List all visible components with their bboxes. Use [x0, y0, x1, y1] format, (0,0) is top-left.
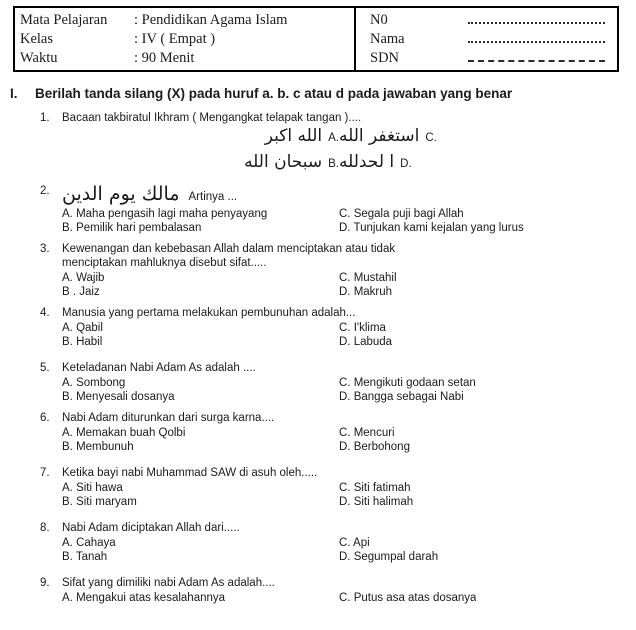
option-label: D.	[400, 158, 412, 170]
answer-option[interactable]	[62, 126, 339, 151]
option-label: A.	[62, 377, 73, 389]
answer-option[interactable]	[62, 321, 339, 335]
option-row	[62, 591, 626, 605]
question-number: 6.	[40, 412, 50, 424]
question-number: 8.	[40, 522, 50, 534]
option-label: B.	[62, 496, 73, 508]
answer-option[interactable]	[62, 591, 339, 605]
option-text: Mengikuti godaan setan	[350, 377, 476, 389]
option-row	[62, 321, 626, 335]
option-label: C.	[339, 322, 351, 334]
question-stem	[62, 520, 626, 535]
answer-option[interactable]	[339, 481, 411, 495]
answer-option[interactable]	[62, 285, 339, 299]
header-row-duration	[20, 49, 354, 68]
question-spacer	[40, 454, 626, 465]
option-group	[62, 376, 626, 404]
option-label: D.	[339, 551, 351, 563]
question-stem	[62, 305, 626, 320]
answer-option[interactable]	[339, 376, 476, 390]
option-group	[62, 426, 626, 454]
answer-option[interactable]	[339, 126, 437, 151]
option-text: Siti fatimah	[350, 482, 411, 494]
option-text-arabic: ا لحدلله	[339, 152, 395, 172]
question-number: 9.	[40, 577, 50, 589]
question-stem-text: Ketika bayi nabi Muhammad SAW di asuh oleh.....	[62, 467, 318, 479]
option-text: I'klima	[350, 322, 386, 334]
header-value-duration: : 90 Menit	[134, 50, 195, 66]
option-text: Cahaya	[72, 537, 116, 549]
option-label: C.	[425, 132, 437, 144]
answer-option[interactable]	[339, 440, 410, 454]
option-row	[62, 285, 626, 299]
option-text: Api	[350, 537, 370, 549]
question-item	[40, 410, 626, 454]
option-text: Membunuh	[72, 441, 134, 453]
option-row	[62, 440, 626, 454]
answer-option[interactable]	[62, 376, 339, 390]
option-label: A.	[62, 592, 73, 604]
question-stem	[62, 241, 626, 270]
question-number: 5.	[40, 362, 50, 374]
answer-option[interactable]	[62, 495, 339, 509]
answer-option[interactable]	[339, 536, 370, 550]
option-text: Menyesali dosanya	[72, 391, 175, 403]
option-text: Putus asa atas dosanya	[350, 592, 477, 604]
option-group	[62, 126, 626, 177]
question-stem-text: Bacaan takbiratul Ikhram ( Mengangkat telapak tangan )....	[62, 112, 362, 124]
option-group	[62, 321, 626, 349]
option-row	[62, 207, 626, 221]
answer-option[interactable]	[62, 426, 339, 440]
option-label: B.	[62, 441, 73, 453]
question-spacer	[40, 349, 626, 360]
option-text-arabic: سبحان الله	[244, 152, 323, 172]
question-item	[40, 305, 626, 349]
header-row-number	[370, 11, 617, 30]
answer-option[interactable]	[62, 536, 339, 550]
question-number: 3.	[40, 243, 50, 255]
option-row	[62, 126, 626, 151]
answer-option[interactable]	[339, 550, 438, 564]
option-text: Segala puji bagi Allah	[350, 208, 464, 220]
question-stem-arabic: مالك يوم الدين	[62, 183, 180, 205]
option-row	[62, 495, 626, 509]
option-text-arabic: الله اكبر	[264, 126, 323, 146]
option-text: Mencuri	[350, 427, 395, 439]
option-label: A.	[328, 132, 339, 144]
option-text: Jaiz	[76, 286, 100, 298]
option-text: Maha pengasih lagi maha penyayang	[72, 208, 268, 220]
answer-option[interactable]	[62, 221, 339, 235]
question-stem	[62, 360, 626, 375]
option-row	[62, 152, 626, 177]
header-fill-line-number[interactable]	[468, 22, 605, 24]
option-row	[62, 271, 626, 285]
option-text: Pemilik hari pembalasan	[72, 222, 202, 234]
option-label: C.	[339, 537, 351, 549]
answer-option[interactable]	[62, 390, 339, 404]
question-body	[62, 241, 626, 299]
header-subject-block	[15, 8, 356, 70]
header-fill-line-name[interactable]	[468, 41, 605, 43]
option-group	[62, 591, 626, 605]
question-stem-text: Manusia yang pertama melakukan pembunuhan adalah...	[62, 307, 356, 319]
question-stem-text: Kewenangan dan kebebasan Allah dalam menciptakan atau tidak	[62, 243, 396, 255]
question-stem-text: Nabi Adam diturunkan dari surga karna....	[62, 412, 275, 424]
header-label-number: N0	[370, 12, 388, 28]
option-label: A.	[62, 427, 73, 439]
question-body	[62, 575, 626, 605]
question-spacer	[40, 509, 626, 520]
question-stem-text: Nabi Adam diciptakan Allah dari.....	[62, 522, 240, 534]
question-list	[40, 110, 626, 605]
question-body	[62, 110, 626, 177]
option-text: Tunjukan kami kejalan yang lurus	[350, 222, 524, 234]
option-text: Memakan buah Qolbi	[72, 427, 186, 439]
option-label: B .	[62, 286, 77, 298]
question-item	[40, 241, 626, 299]
option-text: Sombong	[72, 377, 126, 389]
header-label-name: Nama	[370, 31, 405, 47]
option-text: Bangga sebagai Nabi	[350, 391, 464, 403]
option-text: Mengakui atas kesalahannya	[72, 592, 226, 604]
question-item	[40, 575, 626, 605]
header-value-class: : IV ( Empat )	[134, 31, 216, 47]
option-label: A.	[62, 537, 73, 549]
answer-option[interactable]	[339, 390, 464, 404]
answer-option[interactable]	[62, 440, 339, 454]
question-stem	[62, 110, 626, 125]
question-item	[40, 110, 626, 177]
answer-option[interactable]	[339, 221, 524, 235]
option-label: D.	[339, 441, 351, 453]
header-row-class	[20, 30, 354, 49]
question-stem	[62, 183, 626, 206]
option-text: Tanah	[72, 551, 108, 563]
answer-option[interactable]	[339, 207, 464, 221]
answer-option[interactable]	[62, 335, 339, 349]
question-stem-text: Artinya ...	[188, 191, 238, 203]
option-label: A.	[62, 208, 73, 220]
option-text: Mustahil	[350, 272, 397, 284]
option-label: B.	[62, 222, 73, 234]
section-instruction	[10, 85, 626, 102]
question-stem-text: Keteladanan Nabi Adam As adalah ....	[62, 362, 256, 374]
question-item	[40, 465, 626, 509]
question-body	[62, 520, 626, 564]
question-body	[62, 360, 626, 404]
option-text: Qabil	[72, 322, 103, 334]
option-row	[62, 550, 626, 564]
answer-option[interactable]	[339, 285, 392, 299]
header-label-class: Kelas	[20, 31, 54, 47]
option-label: A.	[62, 272, 73, 284]
question-stem	[62, 410, 626, 425]
question-item	[40, 183, 626, 235]
section-numeral: I.	[10, 86, 18, 101]
question-body	[62, 465, 626, 509]
option-label: B.	[328, 158, 339, 170]
option-row	[62, 536, 626, 550]
option-label: D.	[339, 222, 351, 234]
question-body	[62, 183, 626, 235]
option-row	[62, 481, 626, 495]
answer-option[interactable]	[339, 321, 386, 335]
option-label: C.	[339, 377, 351, 389]
option-label: C.	[339, 592, 351, 604]
option-group	[62, 207, 626, 235]
answer-option[interactable]	[62, 271, 339, 285]
option-text: Labuda	[350, 336, 393, 348]
header-row-name	[370, 30, 617, 49]
question-number: 7.	[40, 467, 50, 479]
question-body	[62, 305, 626, 349]
question-number: 1.	[40, 112, 50, 124]
option-label: B.	[62, 551, 73, 563]
header-fill-line-school[interactable]	[468, 60, 605, 62]
option-label: C.	[339, 427, 351, 439]
header-label-school: SDN	[370, 50, 400, 66]
option-label: D.	[339, 336, 351, 348]
question-number: 2.	[40, 185, 50, 197]
option-label: C.	[339, 272, 351, 284]
answer-option[interactable]	[62, 207, 339, 221]
option-group	[62, 481, 626, 509]
answer-option[interactable]	[339, 426, 395, 440]
question-number: 4.	[40, 307, 50, 319]
option-row	[62, 426, 626, 440]
question-item	[40, 360, 626, 404]
option-row	[62, 390, 626, 404]
option-label: D.	[339, 496, 351, 508]
option-text: Siti halimah	[350, 496, 414, 508]
answer-option[interactable]	[62, 152, 339, 177]
question-stem	[62, 575, 626, 590]
section-instruction-text: Berilah tanda silang (X) pada huruf a. b. c atau d pada jawaban yang benar	[35, 86, 513, 101]
answer-option[interactable]	[339, 152, 412, 177]
option-row	[62, 221, 626, 235]
option-label: A.	[62, 482, 73, 494]
header-label-subject: Mata Pelajaran	[20, 12, 108, 28]
answer-option[interactable]	[62, 550, 339, 564]
answer-option[interactable]	[339, 591, 476, 605]
answer-option[interactable]	[339, 271, 397, 285]
header-label-duration: Waktu	[20, 50, 58, 66]
option-row	[62, 335, 626, 349]
header-student-block	[356, 8, 617, 70]
option-label: D.	[339, 391, 351, 403]
answer-option[interactable]	[62, 481, 339, 495]
option-text: Segumpal darah	[350, 551, 439, 563]
question-spacer	[40, 564, 626, 575]
header-value-subject: : Pendidikan Agama Islam	[134, 12, 288, 28]
question-item	[40, 520, 626, 564]
option-text: Wajib	[72, 272, 105, 284]
option-text: Siti hawa	[72, 482, 123, 494]
header-row-subject	[20, 11, 354, 30]
option-label: D.	[339, 286, 351, 298]
answer-option[interactable]	[339, 495, 413, 509]
option-label: C.	[339, 482, 351, 494]
option-text-arabic: استغفر الله	[339, 126, 420, 146]
option-text: Siti maryam	[72, 496, 137, 508]
option-group	[62, 271, 626, 299]
option-label: A.	[62, 322, 73, 334]
option-label: C.	[339, 208, 351, 220]
question-body	[62, 410, 626, 454]
header-row-school	[370, 49, 617, 68]
option-text: Makruh	[350, 286, 393, 298]
option-text: Habil	[72, 336, 103, 348]
question-stem-text: Sifat yang dimiliki nabi Adam As adalah....	[62, 577, 275, 589]
option-text: Berbohong	[350, 441, 410, 453]
option-label: B.	[62, 391, 73, 403]
option-row	[62, 376, 626, 390]
question-stem	[62, 465, 626, 480]
option-group	[62, 536, 626, 564]
question-stem-text-line2: menciptakan mahluknya disebut sifat.....	[62, 257, 267, 269]
exam-header-table	[13, 6, 619, 72]
answer-option[interactable]	[339, 335, 392, 349]
option-label: B.	[62, 336, 73, 348]
